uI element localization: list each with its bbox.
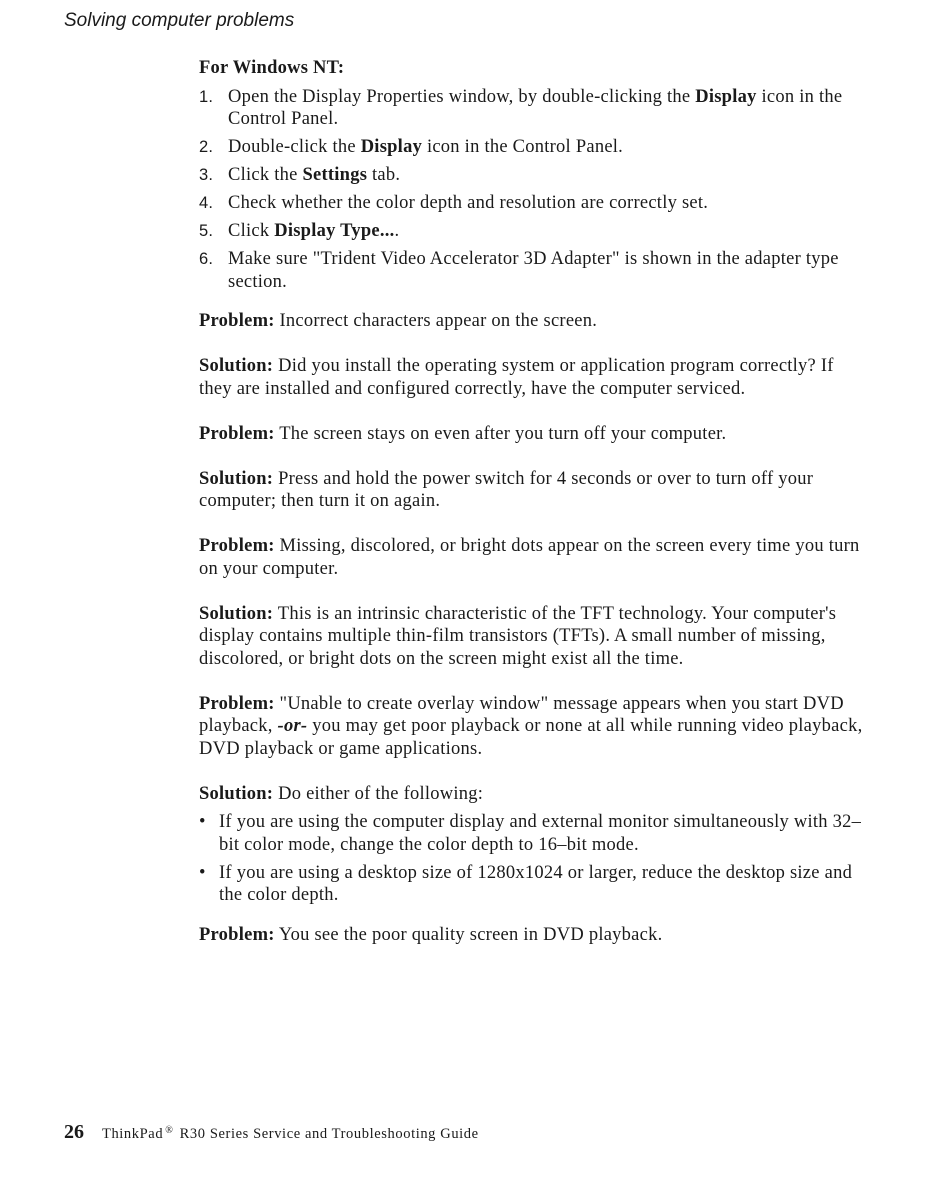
problem-label: Problem: [199,693,275,714]
problem-overlay-window [199,693,871,761]
step-item-4 [199,192,871,215]
step-item-1 [199,86,871,131]
solution-screen-stays-on [199,468,871,513]
bullet-item [199,811,871,856]
step-text: Click [228,221,275,241]
step-item-3 [199,164,871,187]
solution-bright-dots [199,603,871,671]
registered-mark: ® [165,1125,174,1136]
step-text: Check whether the color depth and resolution are correctly set. [228,193,709,213]
step-number: 3. [199,166,214,184]
step-bold-term: Display Type... [274,221,395,241]
step-text-end: . [394,221,400,241]
step-item-6 [199,248,871,293]
footer-title-rest: R30 Series Service and Troubleshooting Guide [179,1126,479,1142]
step-text: Open the Display Properties window, by double-clicking the [228,86,696,107]
bullet-text: If you are using the computer display and external monitor simultaneously with 32–bit color mode, change the color depth to 16–bit mode. [219,812,862,855]
page-number: 26 [64,1121,84,1143]
step-text-end: tab. [367,165,401,185]
step-text: Make sure "Trident Video Accelerator 3D Adapter" is shown in the adapter type section. [228,249,839,292]
step-item-5 [199,220,871,243]
solution-overlay-window [199,783,871,806]
step-item-2 [199,136,871,159]
footer-brand: ThinkPad [102,1126,164,1142]
problem-label: Problem: [199,924,275,945]
problem-label: Problem: [199,423,275,444]
bullet-dot-icon: • [199,862,206,883]
solution-label: Solution: [199,356,274,376]
problem-label: Problem: [199,311,275,331]
step-number: 5. [199,222,214,240]
step-number: 2. [199,138,214,156]
bullet-item [199,862,871,907]
problem-text: The screen stays on even after you turn off your computer. [279,423,727,444]
page-footer [64,1121,479,1144]
solution-label: Solution: [199,783,274,804]
solution-label: Solution: [199,603,274,624]
windows-nt-heading: For Windows NT: [199,58,345,78]
windows-nt-steps [199,86,871,294]
step-number: 1. [199,87,214,106]
problem-label: Problem: [199,536,275,556]
problem-text: Missing, discolored, or bright dots appear on the screen every time you turn on your computer. [199,536,860,579]
or-emphasis: -or- [277,716,308,736]
problem-text: Incorrect characters appear on the screen. [279,311,598,331]
problem-text: You see the poor quality screen in DVD playback. [278,924,663,945]
solution-label: Solution: [199,468,274,489]
problem-incorrect-characters [199,310,871,333]
step-number: 6. [199,250,214,268]
step-text: Click the [228,165,303,185]
footer-title [102,1126,479,1142]
problem-text-end: you may get poor playback or none at all while running video playback, DVD playback or game applications. [199,716,863,759]
step-bold-term: Display [360,137,423,157]
solution-text: This is an intrinsic characteristic of the TFT technology. Your computer's display contains multiple thin-film transistors (TFTs). A small number of missing, discolored, or bright dots on the screen might exist all the time. [199,603,837,669]
step-number: 4. [199,194,214,212]
step-bold-term: Settings [302,165,368,185]
step-text: Double-click the [228,137,361,157]
step-text-end: icon in the Control Panel. [228,86,843,129]
solution-text: Press and hold the power switch for 4 seconds or over to turn off your computer; then turn it on again. [199,468,814,511]
running-header: Solving computer problems [64,10,295,31]
problem-text: "Unable to create overlay window" message appears when you start DVD playback, [199,693,844,736]
solution-bullet-list [199,811,871,907]
page-body [199,57,871,946]
step-bold-term: Display [695,86,757,107]
solution-text: Did you install the operating system or application program correctly? If they are installed and configured correctly, have the computer serviced. [199,356,834,399]
solution-text: Do either of the following: [278,783,484,804]
solution-incorrect-characters [199,355,871,400]
problem-bright-dots [199,535,871,580]
bullet-text: If you are using a desktop size of 1280x1024 or larger, reduce the desktop size and the color depth. [219,862,853,905]
bullet-dot-icon: • [199,812,206,832]
step-text-end: icon in the Control Panel. [422,137,624,157]
problem-dvd-quality [199,924,871,947]
problem-screen-stays-on [199,423,871,446]
